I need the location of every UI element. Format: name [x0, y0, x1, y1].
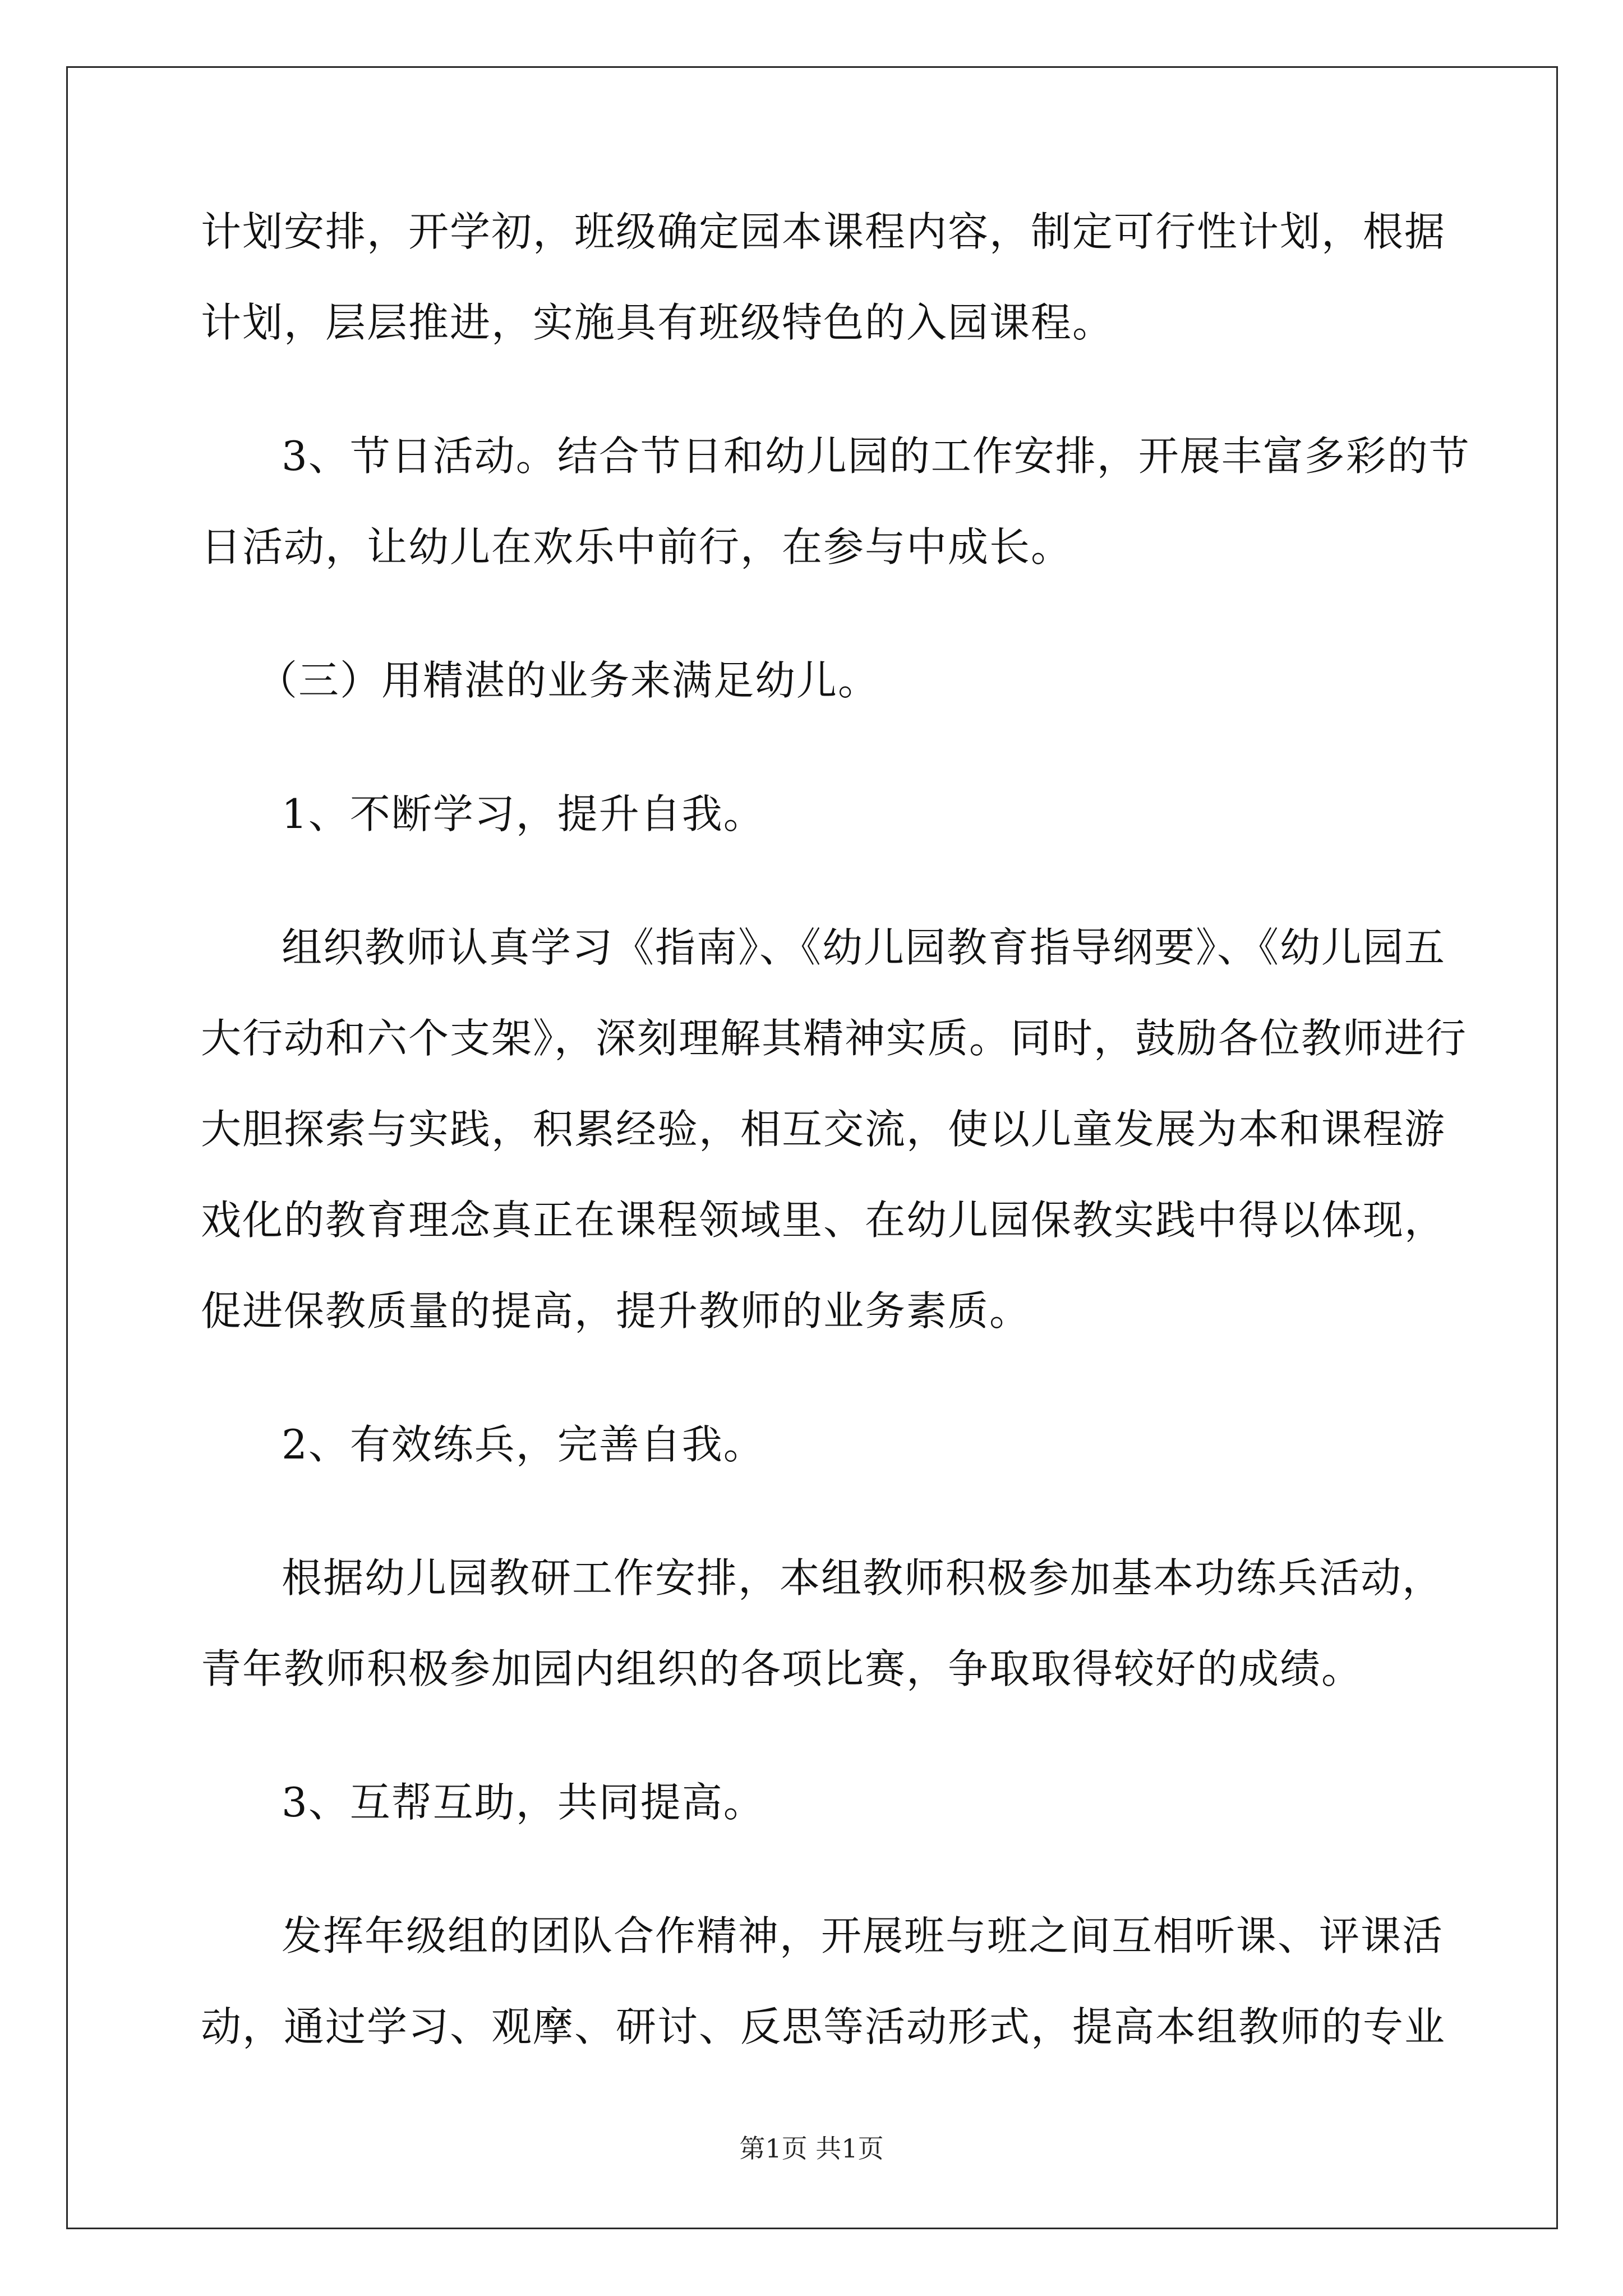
page-number: 第1页 共1页 [739, 2133, 884, 2164]
subsection-heading: 1、不断学习，提升自我。 [282, 790, 765, 838]
text-line: 组织教师认真学习《指南》、《幼儿园教育指导纲要》、《幼儿园五 [282, 924, 1446, 971]
text-line: 大行动和六个支架》，深刻理解其精神实质。同时，鼓励各位教师进行 [201, 1015, 1468, 1062]
text-line: 发挥年级组的团队合作精神，开展班与班之间互相听课、评课活 [282, 1912, 1444, 1959]
section-heading: （三）用精湛的业务来满足幼儿。 [257, 657, 880, 704]
text-line: 根据幼儿园教研工作安排，本组教师积极参加基本功练兵活动， [282, 1554, 1444, 1602]
text-line: 大胆探索与实践，积累经验，相互交流，使以儿童发展为本和课程游 [201, 1106, 1446, 1153]
text-line: 日活动，让幼儿在欢乐中前行，在参与中成长。 [201, 523, 1073, 570]
text-line: 戏化的教育理念真正在课程领域里、在幼儿园保教实践中得以体现， [201, 1197, 1446, 1244]
subsection-heading: 3、互帮互助，共同提高。 [282, 1779, 765, 1826]
text-line: 计划安排，开学初，班级确定园本课程内容，制定可行性计划，根据 [201, 208, 1446, 255]
text-line: 3、节日活动。结合节日和幼儿园的工作安排，开展丰富多彩的节 [282, 432, 1470, 480]
subsection-heading: 2、有效练兵，完善自我。 [282, 1421, 765, 1468]
text-line: 动，通过学习、观摩、研讨、反思等活动形式，提高本组教师的专业 [201, 2003, 1446, 2050]
text-line: 促进保教质量的提高，提升教师的业务素质。 [201, 1287, 1031, 1335]
text-line: 青年教师积极参加园内组织的各项比赛，争取取得较好的成绩。 [201, 1645, 1363, 1692]
text-line: 计划，层层推进，实施具有班级特色的入园课程。 [201, 299, 1114, 346]
